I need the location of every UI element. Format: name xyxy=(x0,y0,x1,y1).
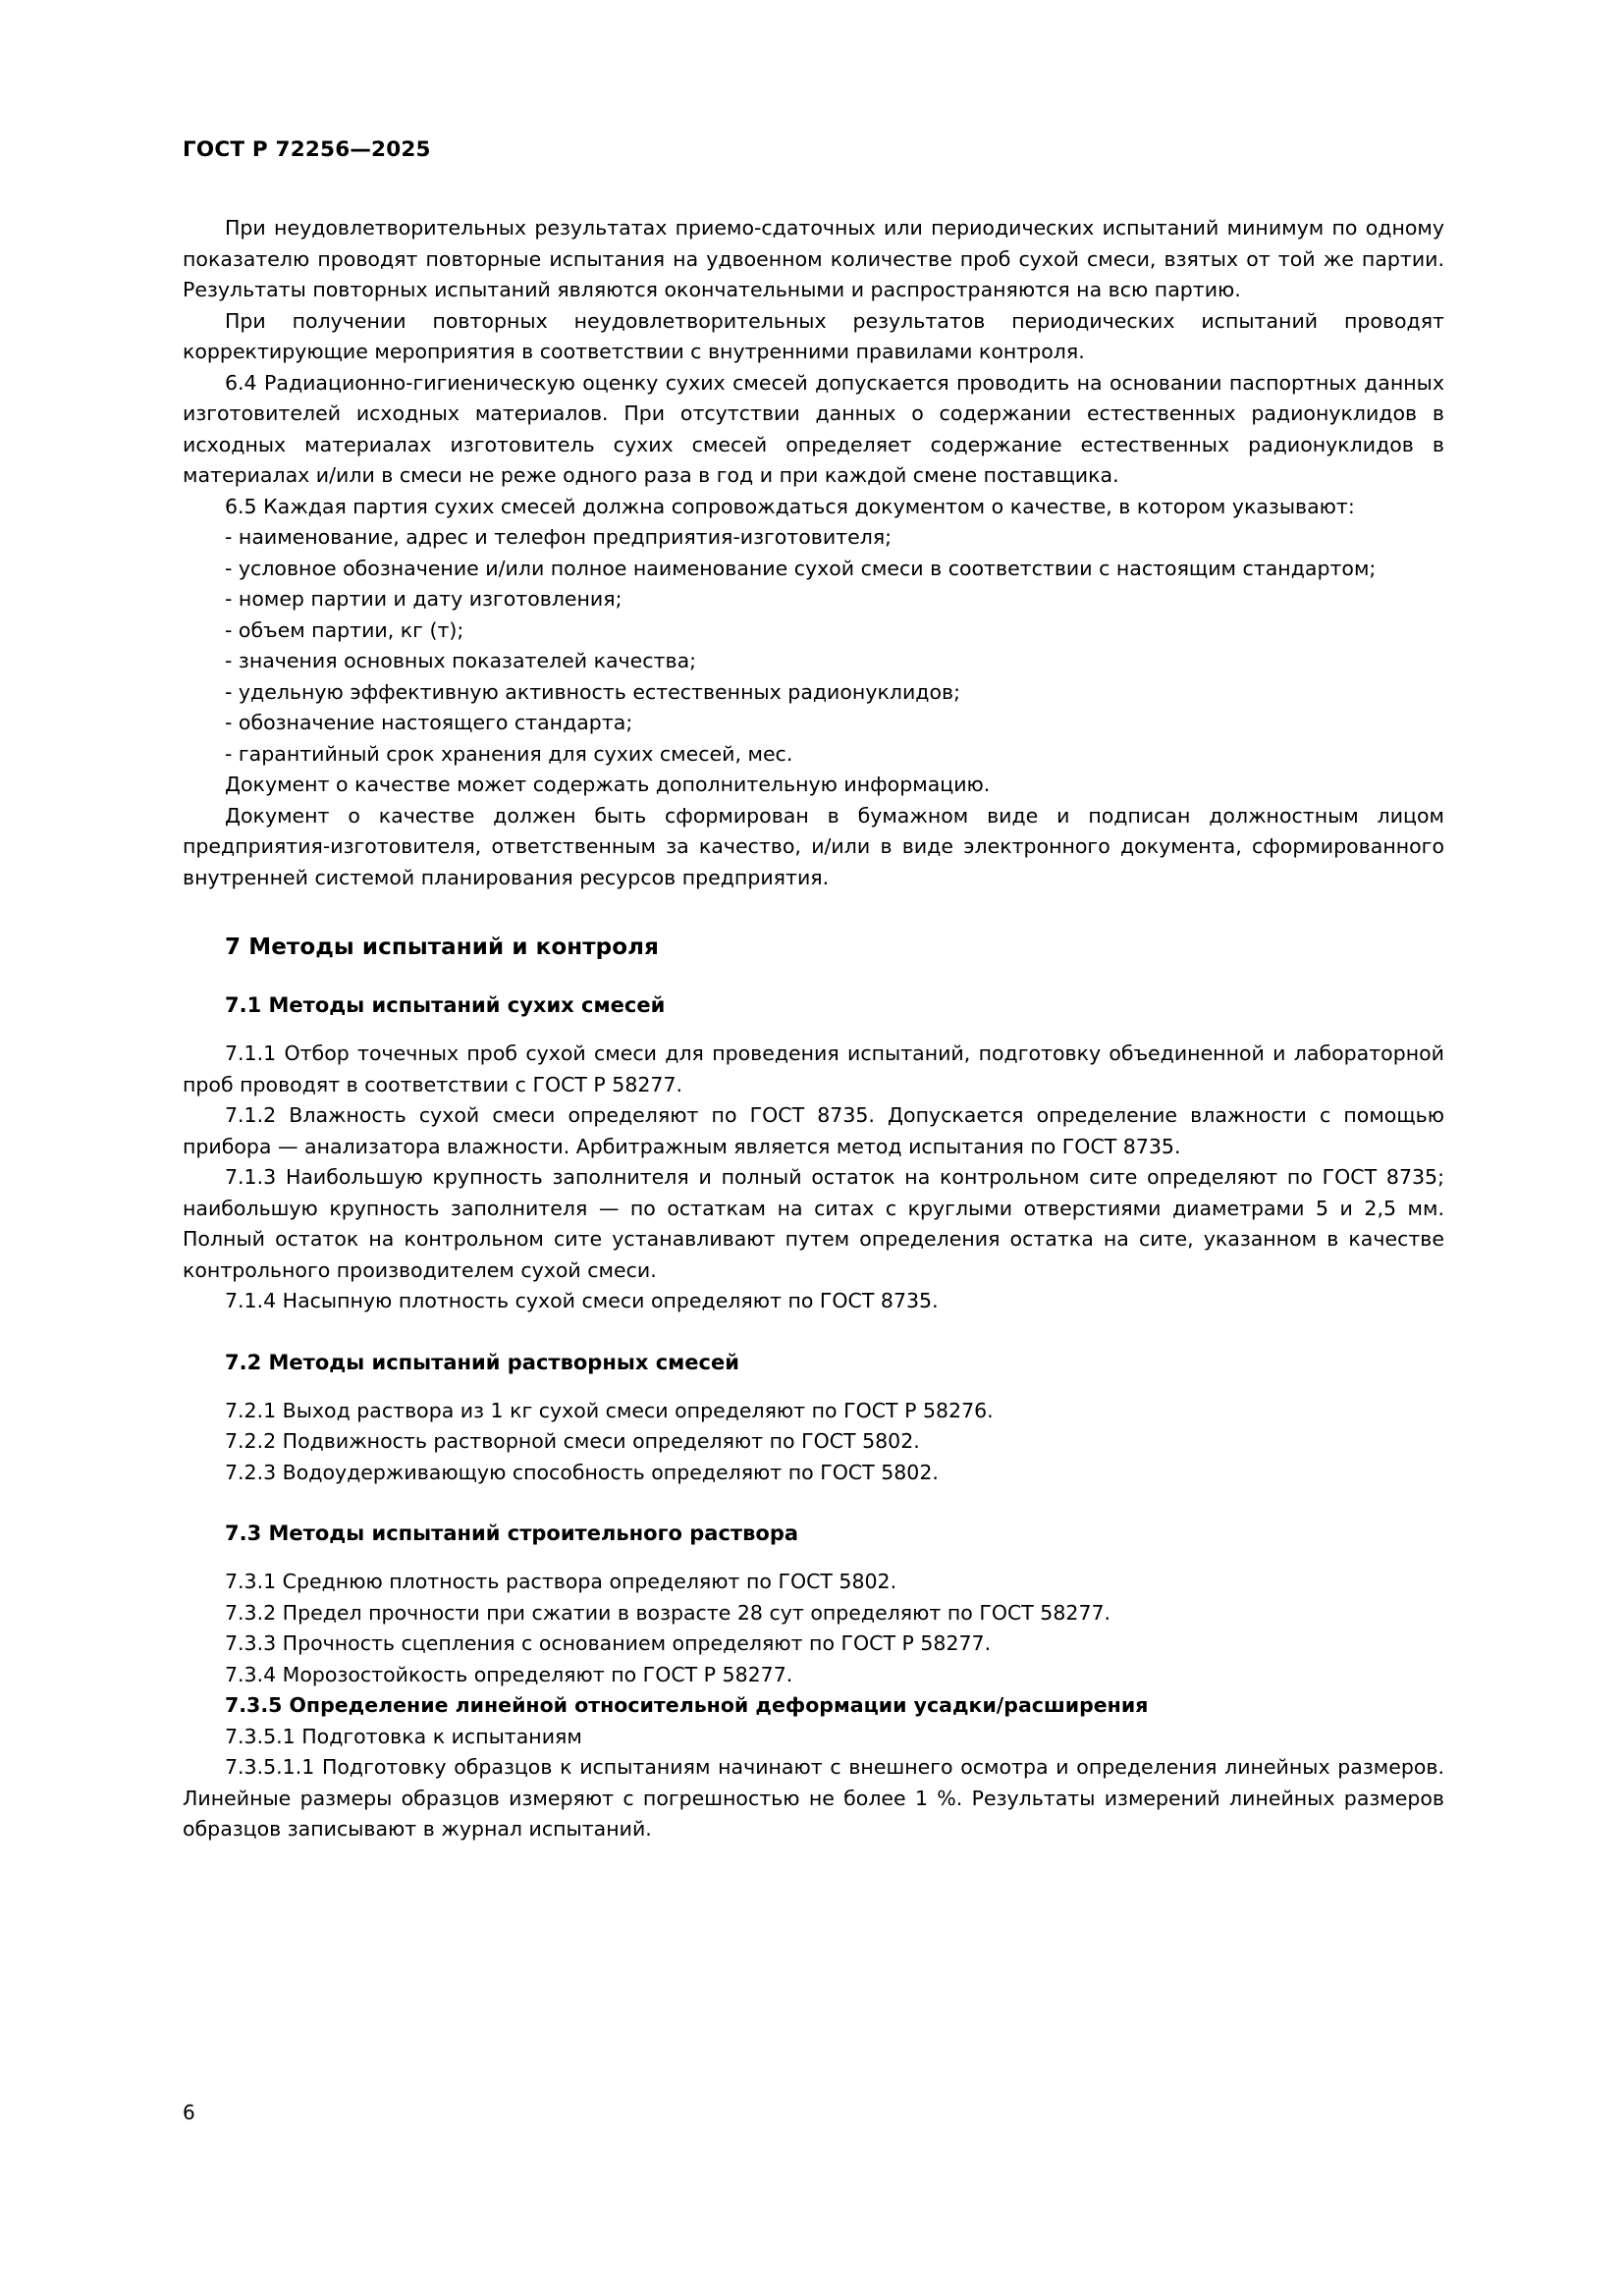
paragraph-1: При неудовлетворительных результатах приемо-сдаточных или периодических испытаний минимум по одному показателю проводят повторные испытания на удвоенном количестве проб сухой смеси, взятых от той же партии. Результаты повторных испытаний являются окончательными и распространяются на всю партию. xyxy=(183,216,1444,301)
list-item: - удельную эффективную активность естественных радионуклидов; xyxy=(225,679,960,704)
page-content xyxy=(183,137,1444,1845)
page-number: 6 xyxy=(183,2101,195,2124)
clause-7-3-4: 7.3.4 Морозостойкость определяют по ГОСТ Р 58277. xyxy=(225,1662,793,1686)
section-7-2-heading: 7.2 Методы испытаний растворных смесей xyxy=(225,1350,739,1374)
clause-7-1-2: 7.1.2 Влажность сухой смеси определяют по ГОСТ 8735. Допускается определение влажности с помощью прибора — анализатора влажности. Арбитражным является метод испытания по ГОСТ 8735. xyxy=(183,1103,1444,1158)
list-item: - наименование, адрес и телефон предприятия-изготовителя; xyxy=(225,525,893,549)
clause-7-3-5-1-1: 7.3.5.1.1 Подготовку образцов к испытаниям начинают с внешнего осмотра и определения линейных размеров. Линейные размеры образцов измеряют с погрешностью не более 1 %. Результаты измерений линейных размеров образцов записывают в журнал испытаний. xyxy=(183,1755,1444,1841)
clause-7-3-5: 7.3.5 Определение линейной относительной деформации усадки/расширения xyxy=(225,1693,1149,1717)
clause-7-2-1: 7.2.1 Выход раствора из 1 кг сухой смеси определяют по ГОСТ Р 58276. xyxy=(225,1398,994,1422)
list-item: - условное обозначение и/или полное наименование сухой смеси в соответствии с настоящим стандартом; xyxy=(225,556,1377,580)
list-item: - номер партии и дату изготовления; xyxy=(225,587,623,611)
clause-7-1-1: 7.1.1 Отбор точечных проб сухой смеси для проведения испытаний, подготовку объединенной и лабораторной проб проводят в соответствии с ГОСТ Р 58277. xyxy=(183,1041,1444,1096)
paragraph-5: Документ о качестве может содержать дополнительную информацию. xyxy=(225,773,991,796)
clause-7-2-2: 7.2.2 Подвижность растворной смеси определяют по ГОСТ 5802. xyxy=(225,1429,920,1453)
section-7-1-heading: 7.1 Методы испытаний сухих смесей xyxy=(225,993,666,1017)
section-7-3-heading: 7.3 Методы испытаний строительного раствора xyxy=(225,1522,799,1545)
clause-7-1-4: 7.1.4 Насыпную плотность сухой смеси определяют по ГОСТ 8735. xyxy=(225,1289,939,1312)
clause-7-3-3: 7.3.3 Прочность сцепления с основанием определяют по ГОСТ Р 58277. xyxy=(225,1631,992,1655)
paragraph-6-5: 6.5 Каждая партия сухих смесей должна сопровождаться документом о качестве, в котором указывают: xyxy=(225,494,1355,518)
clause-7-2-3: 7.2.3 Водоудерживающую способность определяют по ГОСТ 5802. xyxy=(225,1460,939,1484)
clause-7-3-1: 7.3.1 Среднюю плотность раствора определяют по ГОСТ 5802. xyxy=(225,1570,897,1593)
paragraph-2: При получении повторных неудовлетворительных результатов периодических испытаний проводят корректирующие мероприятия в соответствии с внутренними правилами контроля. xyxy=(183,308,1444,363)
clause-7-1-3: 7.1.3 Наибольшую крупность заполнителя и полный остаток на контрольном сите определяют по ГОСТ 8735; наибольшую крупность заполнителя — по остаткам на ситах с круглыми отверстиями диаметрами 5 и 2,5 мм. Полный остаток на контрольном сите устанавливают путем определения остатка на сите, указанном в качестве контрольного производителем сухой смеси. xyxy=(183,1165,1444,1282)
standard-header: ГОСТ Р 72256—2025 xyxy=(183,137,431,162)
list-item: - значения основных показателей качества; xyxy=(225,649,697,672)
paragraph-6-4: 6.4 Радиационно-гигиеническую оценку сухих смесей допускается проводить на основании паспортных данных изготовителей исходных материалов. При отсутствии данных о содержании естественных радионуклидов в исходных материалах изготовитель сухих смесей определяет содержание естественных радионуклидов в материалах и/или в смеси не реже одного раза в год и при каждой смене поставщика. xyxy=(183,370,1444,487)
quality-document-list xyxy=(183,522,1444,770)
list-item: - объем партии, кг (т); xyxy=(225,617,464,642)
list-item: - обозначение настоящего стандарта; xyxy=(225,711,633,734)
clause-7-3-2: 7.3.2 Предел прочности при сжатии в возрасте 28 сут определяют по ГОСТ 58277. xyxy=(225,1600,1111,1625)
paragraph-6: Документ о качестве должен быть сформирован в бумажном виде и подписан должностным лицом предприятия-изготовителя, ответственным за качество, и/или в виде электронного документа, сформированного внутренней системой планирования ресурсов предприятия. xyxy=(183,803,1444,889)
section-7-heading: 7 Методы испытаний и контроля xyxy=(225,934,659,960)
list-item: - гарантийный срок хранения для сухих смесей, мес. xyxy=(225,741,793,766)
clause-7-3-5-1: 7.3.5.1 Подготовка к испытаниям xyxy=(225,1724,582,1748)
